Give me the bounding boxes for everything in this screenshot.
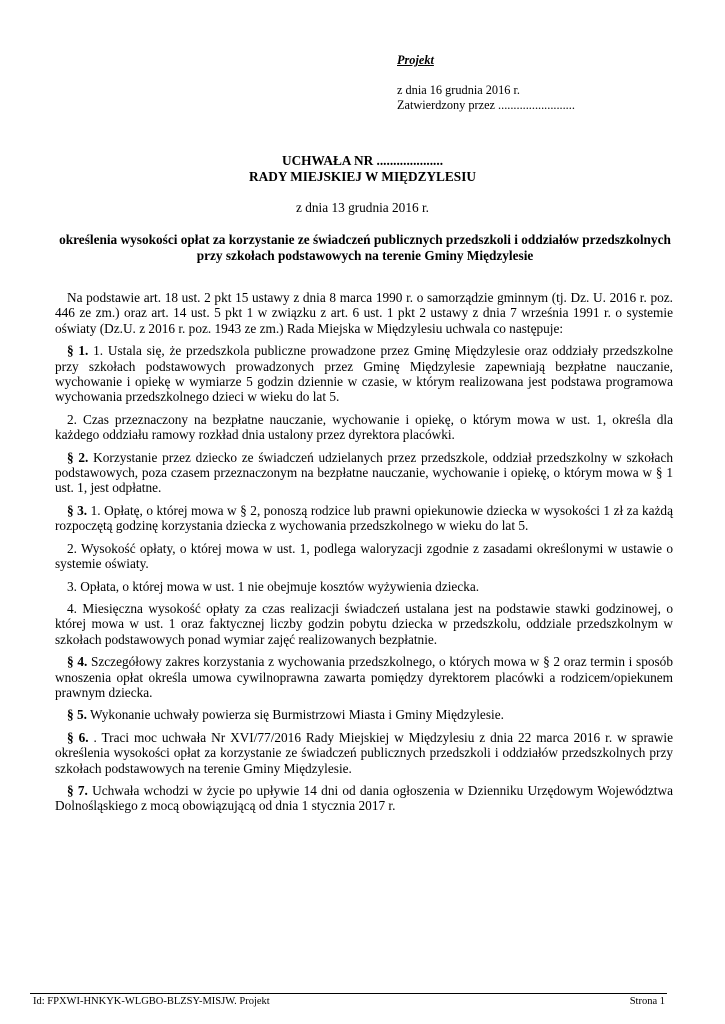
paragraph-1 (55, 343, 673, 405)
paragraph-6 (55, 730, 673, 776)
resolution-subject (55, 232, 675, 263)
approved-by-line: Zatwierdzony przez ......................... (397, 98, 575, 112)
paragraph-5 (55, 707, 673, 722)
paragraph-1-label: § 1. (67, 343, 89, 359)
project-label: Projekt (397, 53, 434, 67)
subject-line-1: określenia wysokości opłat za korzystanie ze świadczeń publicznych przedszkoli i oddziałów przedszkolnych (59, 232, 671, 247)
paragraph-4-text: Szczegółowy zakres korzystania z wychowania przedszkolnego, o których mowa w § 2 oraz termin i sposób wnoszenia opłat określa umowa cywilnoprawna zawarta pomiędzy dyrektorem placówki a rodzicem/opiekunem prawnym dziecka. (55, 654, 673, 700)
paragraph-6-label: § 6. (67, 729, 89, 745)
paragraph-4 (55, 654, 673, 700)
paragraph-1-item-2: 2. Czas przeznaczony na bezpłatne nauczanie, wychowanie i opiekę, o którym mowa w ust. 1, określa dla każdego oddziału ramowy rozkład dnia ustalony przez dyrektora placówki. (55, 411, 673, 443)
project-header (397, 53, 697, 113)
paragraph-3-text: 1. Opłatę, o której mowa w § 2, ponoszą rodzice lub prawni opiekunowie dziecka w wysokości 1 zł za każdą rozpoczętą godzinę korzystania dziecka z wychowania przedszkolnego w wieku do lat 5. (55, 502, 673, 534)
paragraph-7 (55, 783, 673, 814)
paragraph-2-label: § 2. (67, 449, 89, 465)
council-name: RADY MIEJSKIEJ W MIĘDZYLESIU (249, 168, 476, 184)
paragraph-3-item-4: 4. Miesięczna wysokość opłaty za czas realizacji świadczeń ustalana jest na podstawie stawki godzinowej, o której mowa w ust. 1 oraz faktycznej liczby godzin pobytu dziecka w przedszkolu, oddziale przedszkolnym w szkołach podstawowych ponad wymiar zajęć realizowanych bezpłatnie. (55, 600, 673, 647)
resolution-date: z dnia 13 grudnia 2016 r. (296, 200, 429, 215)
paragraph-3-label: § 3. (67, 502, 88, 518)
resolution-body (55, 290, 673, 821)
page-number: Strona 1 (629, 996, 665, 1007)
resolution-title (0, 153, 725, 184)
paragraph-2-text: Korzystanie przez dziecko ze świadczeń udzielanych przez przedszkole, oddział przedszkolny w szkołach podstawowych, poza czasem przeznaczonym na bezpłatne nauczanie, wychowanie i opiekę, o którym mowa w § 1 ust. 1, jest odpłatne. (55, 449, 674, 496)
paragraph-2 (55, 450, 673, 496)
paragraph-7-text: Uchwała wchodzi w życie po upływie 14 dni od dania ogłoszenia w Dzienniku Urzędowym Województwa Dolnośląskiego z mocą obowiązującą od dnia 1 stycznia 2017 r. (55, 782, 673, 814)
project-date: z dnia 16 grudnia 2016 r. (397, 83, 520, 97)
paragraph-3-item-2: 2. Wysokość opłaty, o której mowa w ust. 1, podlega waloryzacji zgodnie z zasadami określonymi w ustawie o systemie oświaty. (55, 540, 673, 572)
preamble: Na podstawie art. 18 ust. 2 pkt 15 ustawy z dnia 8 marca 1990 r. o samorządzie gminnym (tj. Dz. U. 2016 r. poz. 446 ze zm.) oraz art. 14 ust. 5 pkt 1 w związku z art. 6 ust. 1 pkt 2 ustawy z dnia 7 września 1991 r. o systemie oświaty (Dz.U. z 2016 r. poz. 1943 ze zm.) Rada Miejska w Międzylesiu uchwala co następuje: (55, 290, 673, 336)
paragraph-5-text: Wykonanie uchwały powierza się Burmistrzowi Miasta i Gminy Międzylesie. (86, 707, 504, 723)
paragraph-3-item-3: 3. Opłata, o której mowa w ust. 1 nie obejmuje kosztów wyżywienia dziecka. (67, 578, 480, 594)
paragraph-5-label: § 5. (67, 707, 87, 723)
subject-line-2: przy szkołach podstawowych na terenie Gminy Międzylesie (196, 247, 534, 263)
footer-divider (30, 993, 667, 994)
paragraph-1-text: 1. Ustala się, że przedszkola publiczne prowadzone przez Gminę Międzylesie oraz oddziały przedszkolne przy szkołach podstawowych prowadzonych przez Gminę Międzylesie zapewniają bezpłatne nauczanie, wychowanie i opiekę w wymiarze 5 godzin dziennie w czasie, w którym realizowana jest podstawa programowa wychowania przedszkolnego dzieci w wieku do lat 5. (55, 343, 673, 405)
resolution-number: UCHWAŁA NR .................... (281, 153, 444, 168)
document-id: Id: FPXWI-HNKYK-WLGBO-BLZSY-MISJW. Projekt (33, 996, 270, 1007)
paragraph-4-label: § 4. (67, 654, 88, 670)
paragraph-3 (55, 503, 673, 534)
paragraph-7-label: § 7. (67, 782, 88, 798)
paragraph-6-text: . Traci moc uchwała Nr XVI/77/2016 Rady Miejskiej w Międzylesiu z dnia 22 marca 2016 r. w sprawie określenia wysokości opłat za korzystanie ze świadczeń publicznych przedszkoli i oddziałów przedszkolnych przy szkołach podstawowych na terenie Gminy Międzylesie. (55, 729, 673, 776)
